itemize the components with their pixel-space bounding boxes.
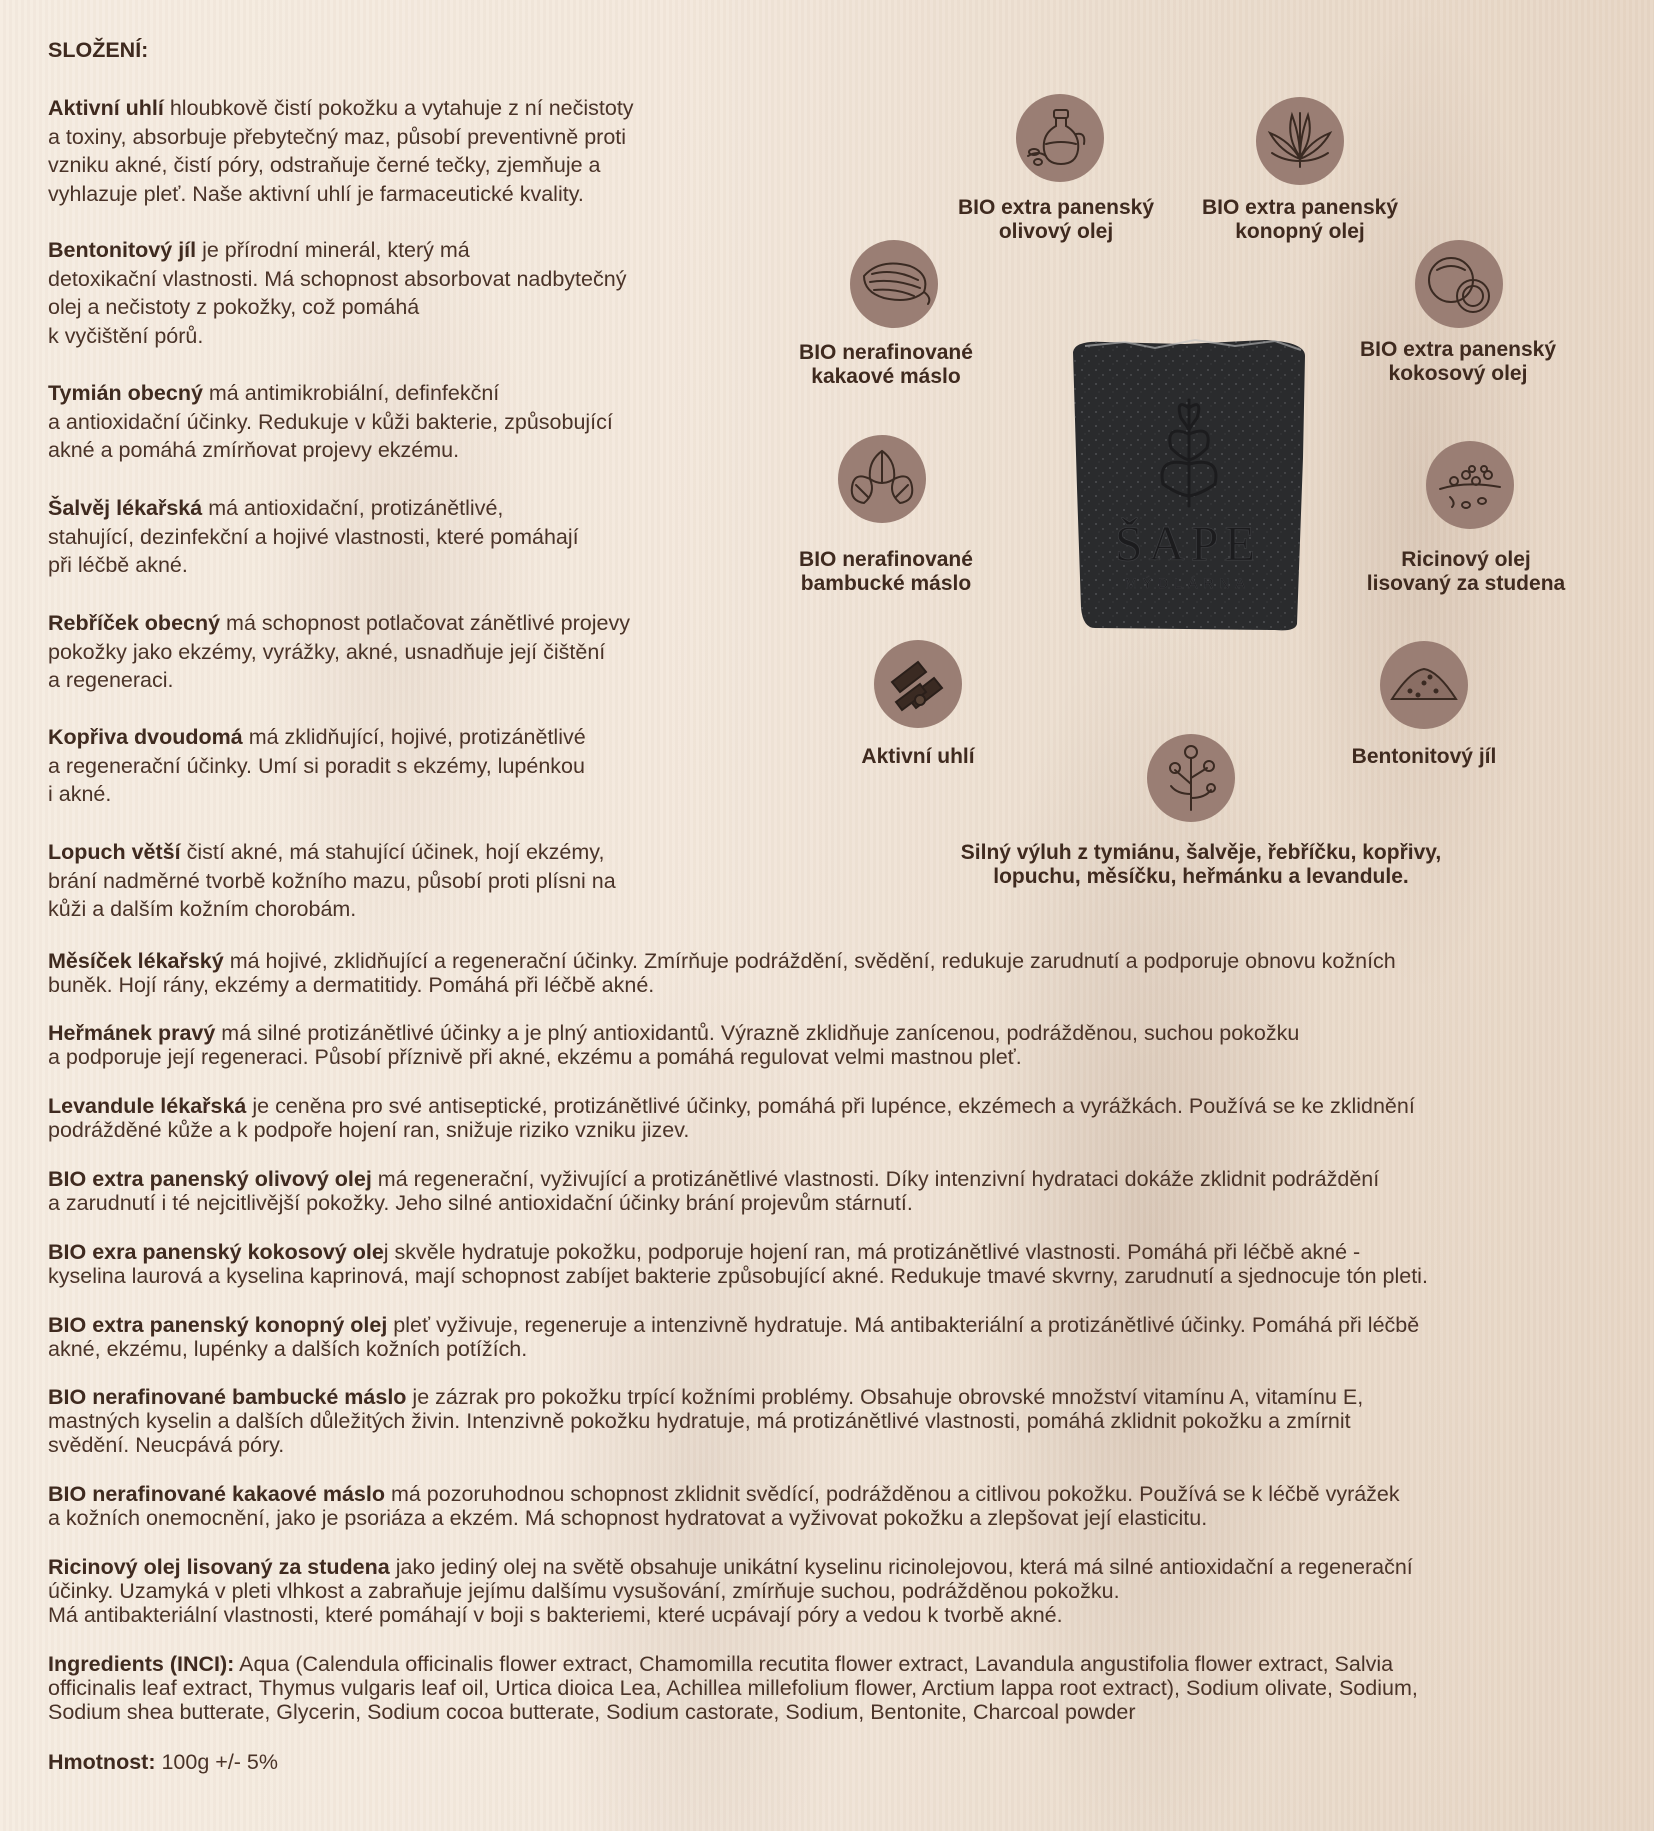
text-line: má silné protizánětlivé účinky a je plný antioxidantů. Výrazně zklidňuje zanícenou, podrážděnou, suchou pokožku: [215, 1021, 1300, 1045]
paragraph-hemp-oil: [48, 1313, 1419, 1361]
section-heading: SLOŽENÍ:: [48, 38, 149, 62]
term: BIO extra panenský olivový olej: [48, 1167, 372, 1191]
text-line: svědění. Neucpává póry.: [48, 1433, 285, 1457]
label-activated-charcoal: [861, 745, 974, 769]
text-line: má schopnost potlačovat zánětlivé projevy: [220, 611, 630, 635]
text-line: a regeneraci.: [48, 668, 174, 692]
label-castor-oil: [1367, 548, 1565, 596]
soap-brand: ŠAPE: [1114, 515, 1262, 571]
text-line: olej a nečistoty z pokožky, což pomáhá: [48, 295, 420, 319]
text-line: a antioxidační účinky. Redukuje v kůži bakterie, způsobující: [48, 409, 613, 434]
label-shea-butter: [799, 548, 973, 596]
paragraph-lavender: [48, 1094, 1415, 1142]
label-cocoa-butter: [799, 341, 973, 389]
shea-nuts-icon: [838, 435, 926, 523]
paragraph-cocoa-butter: [48, 1482, 1400, 1530]
label-coconut-oil: [1360, 338, 1556, 386]
text-line: pokožky jako ekzémy, vyrážky, akné, usnadňuje její čištění: [48, 639, 606, 664]
coconut-icon: [1415, 240, 1503, 328]
text-line: buněk. Hojí rány, ekzémy a dermatitidy. Pomáhá při léčbě akné.: [48, 973, 655, 997]
term: Ingredients (INCI):: [48, 1652, 235, 1676]
term: Rebříček obecný: [48, 611, 221, 635]
paragraph-burdock: [48, 838, 616, 924]
soap-bar-image: [1065, 338, 1311, 634]
label-line: bambucké máslo: [800, 572, 972, 595]
text-line: má pozoruhodnou schopnost zklidnit svědící, podrážděnou a citlivou pokožku. Používá se k léčbě vyrážek: [384, 1482, 1400, 1506]
text-line: a regenerační účinky. Umí si poradit s ekzémy, lupénkou: [48, 753, 585, 778]
label-hemp-oil: [1202, 196, 1398, 244]
label-line: BIO nerafinované: [799, 341, 973, 364]
text-line: detoxikační vlastnosti. Má schopnost absorbovat nadbytečný: [48, 266, 627, 291]
text-line: má hojivé, zklidňující a regenerační účinky. Zmírňuje podráždění, svědění, redukuje zarudnutí a podporuje obnovu kožních: [223, 949, 1396, 973]
term: Hmotnost:: [48, 1750, 156, 1774]
text-line: Má antibakteriální vlastnosti, které pomáhají v boji s bakteriemi, které ucpávají póry a vedou k tvorbě akné.: [48, 1603, 1063, 1627]
text-line: i akné.: [48, 782, 112, 806]
label-line: BIO extra panenský: [1359, 338, 1557, 361]
label-line: kakaové máslo: [811, 365, 961, 388]
text-line: a kožních onemocnění, jako je psoriáza a ekzém. Má schopnost hydratovat a vyživovat pokožku a zlepšovat její elasticitu.: [48, 1506, 1208, 1530]
label-olive-oil: [958, 196, 1154, 244]
term: Kopřiva dvoudomá: [48, 725, 243, 749]
paragraph-castor-oil: [48, 1555, 1413, 1627]
text-line: stahující, dezinfekční a hojivé vlastnosti, které pomáhají: [48, 524, 579, 549]
text-line: účinky. Uzamyká v pleti vlhkost a zabraňuje jejímu dalšímu vysušování, zmírňuje suchou, podrážděnou pokožku.: [48, 1579, 1120, 1603]
olive-oil-bottle-icon: [1016, 94, 1104, 182]
paragraph-coconut-oil: [48, 1240, 1428, 1288]
term: Levandule lékařská: [48, 1094, 247, 1118]
hemp-leaf-icon: [1256, 97, 1344, 185]
text-line: kyselina laurová a kyselina kaprinová, mají schopnost zabíjet bakterie způsobující akné. Redukuje tmavé skvrny, zarudnutí a sjednocuje tón pleti.: [48, 1264, 1428, 1288]
paragraph-weight: [48, 1750, 278, 1774]
paragraph-activated-charcoal: [48, 94, 634, 208]
label-line: Ricinový olej: [1401, 548, 1531, 571]
text-line: vyhlazuje pleť. Naše aktivní uhlí je farmaceutické kvality.: [48, 181, 584, 206]
text-line: officinalis leaf extract, Thymus vulgaris leaf oil, Urtica dioica Lea, Achillea millefolium flower, Arctium lappa root extract), Sodium olivate, Sodium,: [48, 1676, 1418, 1700]
text-line: 100g +/- 5%: [155, 1750, 278, 1774]
text-line: akné, ekzému, lupénky a dalších kožních potížích.: [48, 1337, 528, 1361]
term: BIO nerafinované bambucké máslo: [48, 1385, 407, 1409]
text-line: a podporuje její regeneraci. Působí příznivě při akné, ekzému a pomáhá regulovat velmi mastnou pleť.: [48, 1045, 1022, 1069]
term: Tymián obecný: [48, 381, 203, 405]
text-line: pleť vyživuje, regeneruje a intenzivně hydratuje. Má antibakteriální a protizánětlivé účinky. Pomáhá při léčbě: [387, 1313, 1420, 1337]
label-line: Silný výluh z tymiánu, šalvěje, řebříčku, kopřivy,: [960, 841, 1442, 864]
text-line: čistí akné, má stahující účinek, hojí ekzémy,: [180, 840, 605, 864]
term: Ricinový olej lisovaný za studena: [48, 1555, 390, 1579]
paragraph-chamomile: [48, 1021, 1299, 1069]
paragraph-thyme: [48, 379, 613, 465]
paragraph-bentonite: [48, 236, 626, 350]
term: Heřmánek pravý: [48, 1021, 216, 1045]
soap-subtitle: MÝDLÁRNA: [1125, 575, 1251, 591]
label-line: BIO extra panenský: [1201, 196, 1399, 219]
label-line: lopuchu, měsíčku, heřmánku a levandule.: [993, 865, 1409, 888]
text-line: Aqua (Calendula officinalis flower extract, Chamomilla recutita flower extract, Lavandula angustifolia flower extract, Salvia: [234, 1652, 1394, 1676]
term: BIO nerafinované kakaové máslo: [48, 1482, 385, 1506]
castor-plant-icon: [1426, 441, 1514, 529]
label-line: olivový olej: [998, 220, 1114, 243]
herb-flowers-icon: [1147, 734, 1235, 822]
label-line: konopný olej: [1235, 220, 1365, 243]
label-line: BIO nerafinované: [799, 548, 973, 571]
text-line: má zklidňující, hojivé, protizánětlivé: [242, 725, 586, 749]
text-line: je zázrak pro pokožku trpící kožními problémy. Obsahuje obrovské množství vitamínu A, vitamínu E,: [406, 1385, 1364, 1409]
text-line: mastných kyselin a dalších důležitých živin. Intenzivně pokožku hydratuje, má protizánětlivé vlastnosti, pomáhá zklidnit pokožku a zmírnit: [48, 1409, 1351, 1433]
text-line: má antimikrobiální, definfekční: [202, 381, 500, 405]
cocoa-pod-icon: [850, 240, 938, 328]
text-line: podrážděné kůže a k podpoře hojení ran, snižuje riziko vzniku jizev.: [48, 1118, 690, 1142]
text-line: a toxiny, absorbuje přebytečný maz, působí preventivně proti: [48, 124, 627, 149]
text-line: je ceněna pro své antiseptické, protizánětlivé účinky, pomáhá při lupénce, ekzémech a vyrážkách. Používá se ke zklidnění: [246, 1094, 1415, 1118]
clay-powder-icon: [1380, 641, 1468, 729]
paragraph-nettle: [48, 723, 586, 809]
label-herbal-extract: [961, 841, 1441, 889]
text-line: k vyčištění pórů.: [48, 323, 204, 348]
term: Šalvěj lékařská: [48, 496, 203, 520]
term: BIO extra panenský konopný olej: [48, 1313, 388, 1337]
paragraph-olive-oil: [48, 1167, 1379, 1215]
label-bentonite: [1352, 745, 1497, 769]
term: Měsíček lékařský: [48, 949, 224, 973]
paragraph-calendula: [48, 949, 1396, 997]
text-line: akné a pomáhá zmírňovat projevy ekzému.: [48, 438, 460, 462]
text-line: má antioxidační, protizánětlivé,: [202, 496, 504, 520]
label-line: BIO extra panenský: [957, 196, 1155, 219]
term: BIO exra panenský kokosový ole: [48, 1240, 384, 1264]
text-line: má regenerační, vyživující a protizánětlivé vlastnosti. Díky intenzivní hydrataci dokáže zklidnit podráždění: [371, 1167, 1380, 1191]
text-line: brání nadměrné tvorbě kožního mazu, působí proti plísni na: [48, 868, 616, 893]
label-line: Aktivní uhlí: [861, 745, 975, 768]
text-line: hloubkově čistí pokožku a vytahuje z ní nečistoty: [163, 96, 634, 120]
text-line: a zarudnutí i té nejcitlivější pokožky. Jeho silné antioxidační účinky brání projevům stárnutí.: [48, 1191, 913, 1215]
paragraph-inci: [48, 1652, 1418, 1724]
text-line: j skvěle hydratuje pokožku, podporuje hojení ran, má protizánětlivé vlastnosti. Pomáhá při léčbě akné -: [383, 1240, 1361, 1264]
paragraph-sage: [48, 494, 579, 580]
label-line: kokosový olej: [1388, 362, 1528, 385]
paragraph-yarrow: [48, 609, 630, 695]
text-line: jako jediný olej na světě obsahuje unikátní kyselinu ricinolejovou, která má silné antioxidační a regenerační: [389, 1555, 1413, 1579]
text-line: kůži a dalším kožním chorobám.: [48, 897, 357, 921]
term: Aktivní uhlí: [48, 96, 164, 120]
text-line: je přírodní minerál, který má: [196, 238, 470, 262]
text-line: při léčbě akné.: [48, 553, 188, 577]
paragraph-shea-butter: [48, 1385, 1363, 1457]
label-line: lisovaný za studena: [1366, 572, 1566, 595]
label-line: Bentonitový jíl: [1351, 745, 1497, 768]
term: Lopuch větší: [48, 840, 181, 864]
text-line: Sodium shea butterate, Glycerin, Sodium cocoa butterate, Sodium castorate, Sodium, Bentonite, Charcoal powder: [48, 1700, 1136, 1724]
term: Bentonitový jíl: [48, 238, 197, 262]
charcoal-icon: [874, 640, 962, 728]
text-line: vzniku akné, čistí póry, odstraňuje černé tečky, zjemňuje a: [48, 153, 601, 177]
